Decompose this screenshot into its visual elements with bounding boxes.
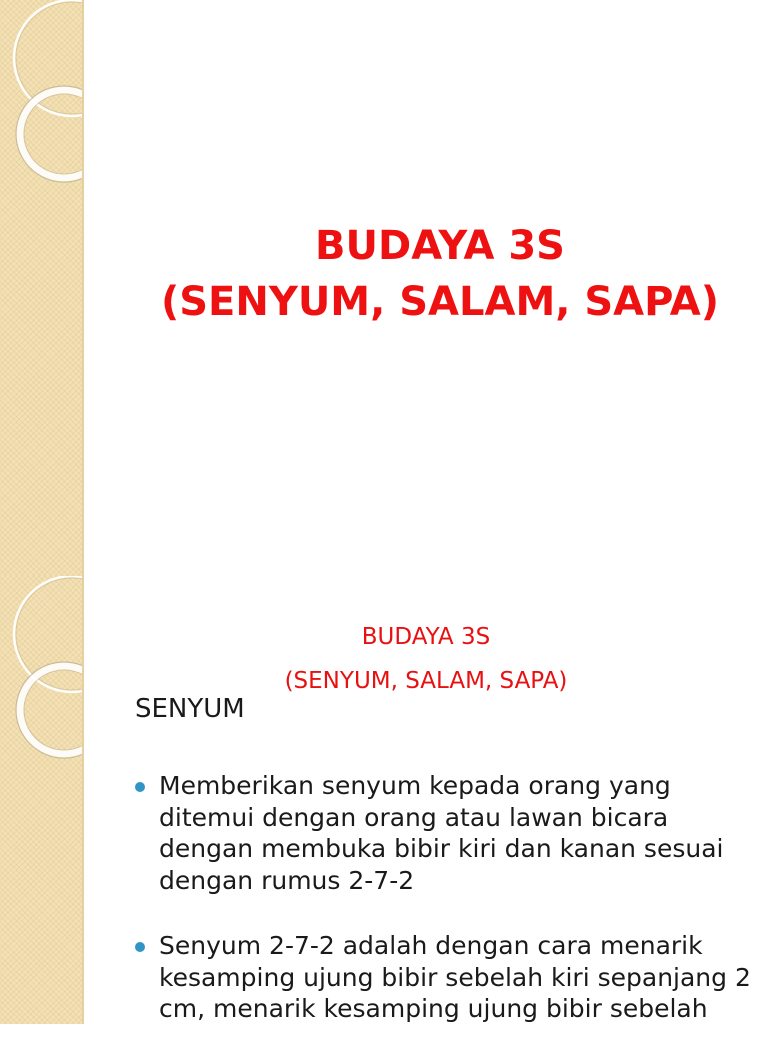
slide-2-title [84, 615, 768, 703]
slide-title-line-2: (SENYUM, SALAM, SAPA) [160, 279, 720, 325]
decorative-rings-icon [0, 576, 84, 776]
side-decoration-strip [0, 576, 84, 1024]
bullet-list [133, 770, 763, 1059]
bullet-text: Senyum 2-7-2 adalah dengan cara menarik kesamping ujung bibir sebelah kiri sepanjang 2 cm, menarik kesamping ujung bibir sebelah [159, 931, 751, 1023]
bullet-item [133, 930, 763, 1025]
decorative-rings-icon [0, 0, 84, 200]
section-heading: SENYUM [135, 694, 245, 724]
slide-title [110, 218, 768, 330]
bullet-text: Memberikan senyum kepada orang yang ditemui dengan orang atau lawan bicara dengan membuka bibir kiri dan kanan sesuai dengan rumus 2-7-2 [159, 771, 724, 895]
bullet-dot-icon [135, 782, 145, 792]
slide-2-title-line-1: BUDAYA 3S [361, 624, 491, 650]
side-decoration-strip [0, 0, 84, 576]
slide-title-line-1: BUDAYA 3S [315, 223, 565, 269]
slide-2-title-line-2: (SENYUM, SALAM, SAPA) [284, 668, 568, 694]
bullet-item [133, 770, 763, 896]
bullet-dot-icon [135, 942, 145, 952]
